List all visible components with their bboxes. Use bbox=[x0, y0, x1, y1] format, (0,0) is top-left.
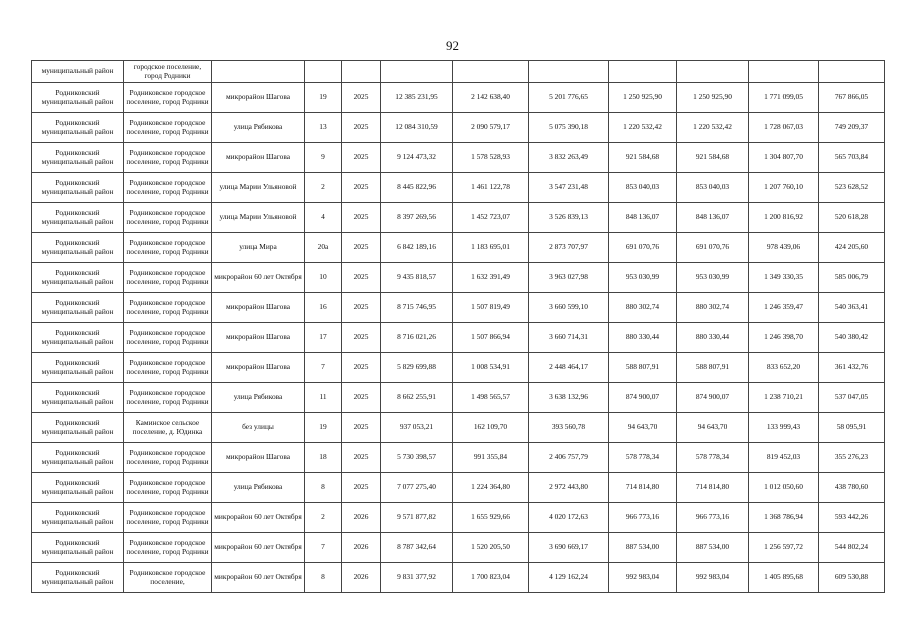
cost-cell: 853 040,03 bbox=[677, 173, 749, 203]
year-cell: 2026 bbox=[342, 563, 381, 593]
cost-cell: 3 660 714,31 bbox=[529, 323, 609, 353]
total-cost-cell: 5 829 699,88 bbox=[381, 353, 453, 383]
table-row bbox=[32, 473, 885, 503]
cost-cell: 966 773,16 bbox=[677, 503, 749, 533]
year-cell: 2025 bbox=[342, 233, 381, 263]
total-cost-cell: 6 842 189,16 bbox=[381, 233, 453, 263]
cost-cell: 833 652,20 bbox=[749, 353, 819, 383]
year-cell: 2026 bbox=[342, 503, 381, 533]
district-cell: Родниковский муниципальный район bbox=[32, 413, 124, 443]
district-cell: Родниковский муниципальный район bbox=[32, 233, 124, 263]
house-number-cell: 19 bbox=[305, 413, 342, 443]
empty-cell bbox=[749, 61, 819, 83]
cost-cell: 4 020 172,63 bbox=[529, 503, 609, 533]
district-cell: Родниковский муниципальный район bbox=[32, 503, 124, 533]
total-cost-cell: 8 662 255,91 bbox=[381, 383, 453, 413]
cost-cell: 714 814,80 bbox=[609, 473, 677, 503]
house-number-cell: 8 bbox=[305, 563, 342, 593]
cost-cell: 887 534,00 bbox=[677, 533, 749, 563]
year-cell: 2025 bbox=[342, 143, 381, 173]
cost-cell: 1 250 925,90 bbox=[677, 83, 749, 113]
empty-cell bbox=[342, 61, 381, 83]
cost-cell: 58 095,91 bbox=[819, 413, 885, 443]
table-row bbox=[32, 83, 885, 113]
cost-cell: 749 209,37 bbox=[819, 113, 885, 143]
cost-cell: 966 773,16 bbox=[609, 503, 677, 533]
street-cell: без улицы bbox=[212, 413, 305, 443]
district-cell: Родниковский муниципальный район bbox=[32, 173, 124, 203]
year-cell: 2025 bbox=[342, 443, 381, 473]
cost-cell: 94 643,70 bbox=[609, 413, 677, 443]
settlement-cell: Родниковское городское поселение, город Родники bbox=[124, 83, 212, 113]
cost-cell: 609 530,88 bbox=[819, 563, 885, 593]
cost-cell: 94 643,70 bbox=[677, 413, 749, 443]
cost-cell: 1 012 050,60 bbox=[749, 473, 819, 503]
settlement-cell: Родниковское городское поселение, bbox=[124, 563, 212, 593]
settlement-cell: Родниковское городское поселение, город Родники bbox=[124, 323, 212, 353]
year-cell: 2025 bbox=[342, 203, 381, 233]
house-number-cell: 11 bbox=[305, 383, 342, 413]
settlement-cell: Каминское сельское поселение, д. Юдинка bbox=[124, 413, 212, 443]
cost-cell: 953 030,99 bbox=[609, 263, 677, 293]
district-cell: Родниковский муниципальный район bbox=[32, 83, 124, 113]
year-cell: 2025 bbox=[342, 413, 381, 443]
house-number-cell: 19 bbox=[305, 83, 342, 113]
cost-cell: 853 040,03 bbox=[609, 173, 677, 203]
year-cell: 2025 bbox=[342, 263, 381, 293]
cost-cell: 874 900,07 bbox=[677, 383, 749, 413]
cost-cell: 880 330,44 bbox=[677, 323, 749, 353]
cost-cell: 3 638 132,96 bbox=[529, 383, 609, 413]
table-row bbox=[32, 173, 885, 203]
total-cost-cell: 8 787 342,64 bbox=[381, 533, 453, 563]
cost-cell: 1 207 760,10 bbox=[749, 173, 819, 203]
house-number-cell: 4 bbox=[305, 203, 342, 233]
house-number-cell: 13 bbox=[305, 113, 342, 143]
year-cell: 2026 bbox=[342, 533, 381, 563]
table-row bbox=[32, 263, 885, 293]
district-cell: Родниковский муниципальный район bbox=[32, 323, 124, 353]
page-number: 92 bbox=[446, 38, 459, 53]
table-row bbox=[32, 503, 885, 533]
street-cell: микрорайон 60 лет Октября bbox=[212, 263, 305, 293]
cost-cell: 1 507 819,49 bbox=[453, 293, 529, 323]
cost-cell: 588 807,91 bbox=[677, 353, 749, 383]
settlement-cell: Родниковское городское поселение, город Родники bbox=[124, 173, 212, 203]
total-cost-cell: 8 716 021,26 bbox=[381, 323, 453, 353]
settlement-cell: Родниковское городское поселение, город Родники bbox=[124, 203, 212, 233]
empty-cell bbox=[677, 61, 749, 83]
table-row bbox=[32, 113, 885, 143]
cost-cell: 1 238 710,21 bbox=[749, 383, 819, 413]
total-cost-cell: 12 385 231,95 bbox=[381, 83, 453, 113]
empty-cell bbox=[819, 61, 885, 83]
settlement-cell: Родниковское городское поселение, город Родники bbox=[124, 233, 212, 263]
district-cell: Родниковский муниципальный район bbox=[32, 203, 124, 233]
cost-cell: 2 873 707,97 bbox=[529, 233, 609, 263]
cost-cell: 3 526 839,13 bbox=[529, 203, 609, 233]
cost-cell: 3 547 231,48 bbox=[529, 173, 609, 203]
cost-cell: 588 807,91 bbox=[609, 353, 677, 383]
cost-cell: 438 780,60 bbox=[819, 473, 885, 503]
year-cell: 2025 bbox=[342, 383, 381, 413]
cost-cell: 2 406 757,79 bbox=[529, 443, 609, 473]
table-row bbox=[32, 293, 885, 323]
cost-cell: 1 224 364,80 bbox=[453, 473, 529, 503]
house-number-cell: 18 bbox=[305, 443, 342, 473]
table-row bbox=[32, 61, 885, 83]
year-cell: 2025 bbox=[342, 323, 381, 353]
street-cell: микрорайон Шагова bbox=[212, 83, 305, 113]
cost-cell: 355 276,23 bbox=[819, 443, 885, 473]
cost-cell: 1 498 565,57 bbox=[453, 383, 529, 413]
cost-cell: 593 442,26 bbox=[819, 503, 885, 533]
cost-cell: 1 304 807,70 bbox=[749, 143, 819, 173]
house-number-cell: 7 bbox=[305, 533, 342, 563]
year-cell: 2025 bbox=[342, 473, 381, 503]
table-row bbox=[32, 563, 885, 593]
settlement-cell: городское поселение, город Родники bbox=[124, 61, 212, 83]
settlement-cell: Родниковское городское поселение, город Родники bbox=[124, 353, 212, 383]
district-cell: Родниковский муниципальный район bbox=[32, 383, 124, 413]
district-cell: Родниковский муниципальный район bbox=[32, 443, 124, 473]
cost-cell: 978 439,06 bbox=[749, 233, 819, 263]
cost-cell: 1 405 895,68 bbox=[749, 563, 819, 593]
cost-cell: 5 201 776,65 bbox=[529, 83, 609, 113]
cost-cell: 540 380,42 bbox=[819, 323, 885, 353]
district-cell: Родниковский муниципальный район bbox=[32, 473, 124, 503]
street-cell: улица Мира bbox=[212, 233, 305, 263]
settlement-cell: Родниковское городское поселение, город Родники bbox=[124, 113, 212, 143]
cost-cell: 1 349 330,35 bbox=[749, 263, 819, 293]
street-cell: улица Марии Ульяновой bbox=[212, 173, 305, 203]
settlement-cell: Родниковское городское поселение, город Родники bbox=[124, 473, 212, 503]
district-cell: Родниковский муниципальный район bbox=[32, 353, 124, 383]
street-cell: микрорайон Шагова bbox=[212, 293, 305, 323]
year-cell: 2025 bbox=[342, 353, 381, 383]
district-cell: Родниковский муниципальный район bbox=[32, 113, 124, 143]
cost-cell: 880 302,74 bbox=[677, 293, 749, 323]
cost-cell: 133 999,43 bbox=[749, 413, 819, 443]
cost-cell: 1 246 359,47 bbox=[749, 293, 819, 323]
cost-cell: 691 070,76 bbox=[677, 233, 749, 263]
cost-cell: 991 355,84 bbox=[453, 443, 529, 473]
house-number-cell: 10 bbox=[305, 263, 342, 293]
table-row bbox=[32, 323, 885, 353]
cost-cell: 767 866,05 bbox=[819, 83, 885, 113]
table-row bbox=[32, 233, 885, 263]
cost-cell: 585 006,79 bbox=[819, 263, 885, 293]
street-cell: улица Рябикова bbox=[212, 473, 305, 503]
cost-cell: 880 302,74 bbox=[609, 293, 677, 323]
street-cell: улица Рябикова bbox=[212, 113, 305, 143]
cost-cell: 1 008 534,91 bbox=[453, 353, 529, 383]
cost-cell: 921 584,68 bbox=[609, 143, 677, 173]
total-cost-cell: 937 053,21 bbox=[381, 413, 453, 443]
cost-cell: 393 560,78 bbox=[529, 413, 609, 443]
cost-cell: 3 963 027,98 bbox=[529, 263, 609, 293]
empty-cell bbox=[212, 61, 305, 83]
street-cell: микрорайон 60 лет Октября bbox=[212, 563, 305, 593]
total-cost-cell: 9 435 818,57 bbox=[381, 263, 453, 293]
table-row bbox=[32, 143, 885, 173]
cost-cell: 992 983,04 bbox=[677, 563, 749, 593]
year-cell: 2025 bbox=[342, 83, 381, 113]
cost-cell: 874 900,07 bbox=[609, 383, 677, 413]
cost-cell: 1 246 398,70 bbox=[749, 323, 819, 353]
cost-cell: 544 802,24 bbox=[819, 533, 885, 563]
cost-cell: 1 256 597,72 bbox=[749, 533, 819, 563]
total-cost-cell: 12 084 310,59 bbox=[381, 113, 453, 143]
cost-cell: 1 728 067,03 bbox=[749, 113, 819, 143]
cost-cell: 5 075 390,18 bbox=[529, 113, 609, 143]
district-cell: Родниковский муниципальный район bbox=[32, 293, 124, 323]
year-cell: 2025 bbox=[342, 293, 381, 323]
settlement-cell: Родниковское городское поселение, город Родники bbox=[124, 443, 212, 473]
street-cell: микрорайон 60 лет Октября bbox=[212, 503, 305, 533]
cost-cell: 848 136,07 bbox=[677, 203, 749, 233]
cost-cell: 162 109,70 bbox=[453, 413, 529, 443]
street-cell: микрорайон Шагова bbox=[212, 323, 305, 353]
empty-cell bbox=[453, 61, 529, 83]
cost-cell: 565 703,84 bbox=[819, 143, 885, 173]
empty-cell bbox=[305, 61, 342, 83]
empty-cell bbox=[529, 61, 609, 83]
housing-table bbox=[31, 60, 885, 593]
settlement-cell: Родниковское городское поселение, город Родники bbox=[124, 533, 212, 563]
table-row bbox=[32, 353, 885, 383]
cost-cell: 2 142 638,40 bbox=[453, 83, 529, 113]
year-cell: 2025 bbox=[342, 113, 381, 143]
street-cell: улица Марии Ульяновой bbox=[212, 203, 305, 233]
cost-cell: 2 972 443,80 bbox=[529, 473, 609, 503]
house-number-cell: 17 bbox=[305, 323, 342, 353]
cost-cell: 2 090 579,17 bbox=[453, 113, 529, 143]
house-number-cell: 16 bbox=[305, 293, 342, 323]
cost-cell: 992 983,04 bbox=[609, 563, 677, 593]
cost-cell: 848 136,07 bbox=[609, 203, 677, 233]
house-number-cell: 2 bbox=[305, 173, 342, 203]
settlement-cell: Родниковское городское поселение, город Родники bbox=[124, 503, 212, 533]
cost-cell: 1 183 695,01 bbox=[453, 233, 529, 263]
cost-cell: 819 452,03 bbox=[749, 443, 819, 473]
total-cost-cell: 9 124 473,32 bbox=[381, 143, 453, 173]
cost-cell: 1 452 723,07 bbox=[453, 203, 529, 233]
table-row bbox=[32, 413, 885, 443]
cost-cell: 953 030,99 bbox=[677, 263, 749, 293]
street-cell: микрорайон Шагова bbox=[212, 353, 305, 383]
house-number-cell: 9 bbox=[305, 143, 342, 173]
year-cell: 2025 bbox=[342, 173, 381, 203]
cost-cell: 361 432,76 bbox=[819, 353, 885, 383]
street-cell: микрорайон Шагова bbox=[212, 143, 305, 173]
street-cell: микрорайон Шагова bbox=[212, 443, 305, 473]
cost-cell: 1 250 925,90 bbox=[609, 83, 677, 113]
cost-cell: 1 507 866,94 bbox=[453, 323, 529, 353]
district-cell: Родниковский муниципальный район bbox=[32, 143, 124, 173]
total-cost-cell: 8 397 269,56 bbox=[381, 203, 453, 233]
cost-cell: 1 655 929,66 bbox=[453, 503, 529, 533]
cost-cell: 540 363,41 bbox=[819, 293, 885, 323]
district-cell: Родниковский муниципальный район bbox=[32, 563, 124, 593]
house-number-cell: 7 bbox=[305, 353, 342, 383]
cost-cell: 1 220 532,42 bbox=[677, 113, 749, 143]
cost-cell: 1 520 205,50 bbox=[453, 533, 529, 563]
cost-cell: 4 129 162,24 bbox=[529, 563, 609, 593]
cost-cell: 1 220 532,42 bbox=[609, 113, 677, 143]
cost-cell: 1 461 122,78 bbox=[453, 173, 529, 203]
district-cell: Родниковский муниципальный район bbox=[32, 533, 124, 563]
empty-cell bbox=[609, 61, 677, 83]
cost-cell: 523 628,52 bbox=[819, 173, 885, 203]
cost-cell: 921 584,68 bbox=[677, 143, 749, 173]
total-cost-cell: 8 715 746,95 bbox=[381, 293, 453, 323]
cost-cell: 2 448 464,17 bbox=[529, 353, 609, 383]
settlement-cell: Родниковское городское поселение, город Родники bbox=[124, 383, 212, 413]
district-cell: муниципальный район bbox=[32, 61, 124, 83]
cost-cell: 1 632 391,49 bbox=[453, 263, 529, 293]
settlement-cell: Родниковское городское поселение, город Родники bbox=[124, 143, 212, 173]
cost-cell: 3 832 263,49 bbox=[529, 143, 609, 173]
cost-cell: 1 771 099,05 bbox=[749, 83, 819, 113]
cost-cell: 1 368 786,94 bbox=[749, 503, 819, 533]
street-cell: микрорайон 60 лет Октября bbox=[212, 533, 305, 563]
cost-cell: 1 200 816,92 bbox=[749, 203, 819, 233]
cost-cell: 887 534,00 bbox=[609, 533, 677, 563]
total-cost-cell: 8 445 822,96 bbox=[381, 173, 453, 203]
cost-cell: 1 700 823,04 bbox=[453, 563, 529, 593]
house-number-cell: 2 bbox=[305, 503, 342, 533]
cost-cell: 880 330,44 bbox=[609, 323, 677, 353]
table-row bbox=[32, 443, 885, 473]
table-row bbox=[32, 533, 885, 563]
total-cost-cell: 9 831 377,92 bbox=[381, 563, 453, 593]
total-cost-cell: 5 730 398,57 bbox=[381, 443, 453, 473]
table-row bbox=[32, 383, 885, 413]
cost-cell: 520 618,28 bbox=[819, 203, 885, 233]
street-cell: улица Рябикова bbox=[212, 383, 305, 413]
house-number-cell: 20а bbox=[305, 233, 342, 263]
empty-cell bbox=[381, 61, 453, 83]
district-cell: Родниковский муниципальный район bbox=[32, 263, 124, 293]
settlement-cell: Родниковское городское поселение, город Родники bbox=[124, 263, 212, 293]
cost-cell: 691 070,76 bbox=[609, 233, 677, 263]
cost-cell: 1 578 528,93 bbox=[453, 143, 529, 173]
table-row bbox=[32, 203, 885, 233]
cost-cell: 3 690 669,17 bbox=[529, 533, 609, 563]
cost-cell: 578 778,34 bbox=[677, 443, 749, 473]
total-cost-cell: 7 077 275,40 bbox=[381, 473, 453, 503]
cost-cell: 714 814,80 bbox=[677, 473, 749, 503]
cost-cell: 424 205,60 bbox=[819, 233, 885, 263]
house-number-cell: 8 bbox=[305, 473, 342, 503]
cost-cell: 537 047,05 bbox=[819, 383, 885, 413]
cost-cell: 578 778,34 bbox=[609, 443, 677, 473]
settlement-cell: Родниковское городское поселение, город Родники bbox=[124, 293, 212, 323]
total-cost-cell: 9 571 877,82 bbox=[381, 503, 453, 533]
cost-cell: 3 660 599,10 bbox=[529, 293, 609, 323]
